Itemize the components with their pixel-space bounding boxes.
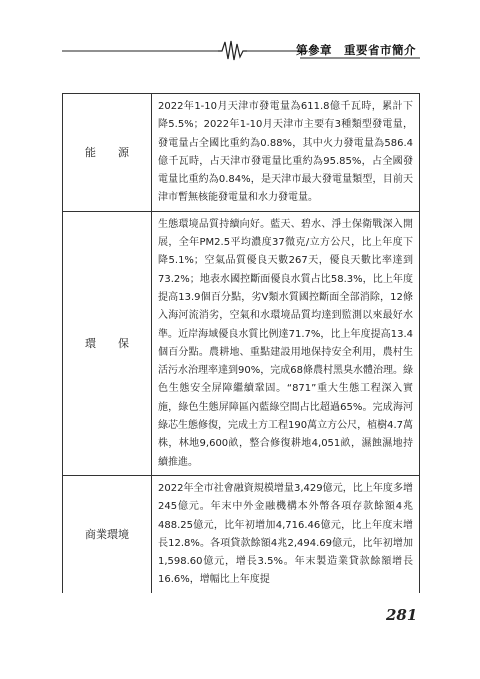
row-content bbox=[152, 94, 420, 212]
info-table bbox=[62, 93, 420, 593]
row-label: 環 保 bbox=[63, 211, 152, 475]
row-content bbox=[152, 211, 420, 475]
chapter-title: 第參章 重要省市簡介 bbox=[296, 43, 416, 57]
paragraph: 生態環境品質持續向好。藍天、碧水、淨土保衛戰深入開展，全年PM2.5平均濃度37微克/立方公尺，比上年度下降5.1%；空氣品質優良天數267天，優良天數比率達到73.2%；地表水國控斷面優良水質占比58.3%，比上年度提高13.9個百分點，劣V類水質國控斷面全部消除，12條入海河流消劣，空氣和水環境品質均達到監測以來最好水準。近岸海域優良水質比例達71.7%，比上年度提高13.4個百分點。農耕地、重點建設用地保持安全利用，農村生活污水治理率達到90%，完成68條農村黑臭水體治理。綠色生態安全屏障繼續鞏固。“871”重大生態工程深入實施，綠色生態屏障區內藍綠空間占比超過65%。完成海河綠芯生態修復，完成土方工程190萬立方公尺，植樹4.7萬株，林地9,600畝，整合修復耕地4,051畝，濕蝕濕地持續推進。 bbox=[158, 218, 413, 468]
table-row-business bbox=[63, 475, 420, 592]
table-row-energy bbox=[63, 94, 420, 212]
paragraph: 2022年全市社會融資規模增量3,429億元，比上年度多增245億元。年末中外金融機構本外幣各項存款餘額4兆488.25億元，比年初增加4,716.46億元，比上年度末增長12.8%。各項貸款餘額4兆2,494.69億元，比年初增加1,598.60億元，增長3.5%。年末製造業貸款餘額增長16.6%，增幅比上年度提 bbox=[158, 482, 413, 586]
row-label: 能 源 bbox=[63, 94, 152, 212]
row-content bbox=[152, 475, 420, 592]
paragraph: 2022年1-10月天津市發電量為611.8億千瓦時，累計下降5.5%；2022年1-10月天津市主要有3種類型發電量，發電量占全國比重約為0.88%，其中火力發電量為586.4億千瓦時，占天津市發電量比重約為95.85%，占全國發電量比重約為0.84%，是天津市最大發電量類型，目前天津市暫無核能發電量和水力發電量。 bbox=[158, 101, 413, 204]
page-header bbox=[0, 38, 480, 62]
row-label: 商業環境 bbox=[63, 475, 152, 592]
table-row-environment bbox=[63, 211, 420, 475]
page-number: 281 bbox=[386, 606, 418, 624]
